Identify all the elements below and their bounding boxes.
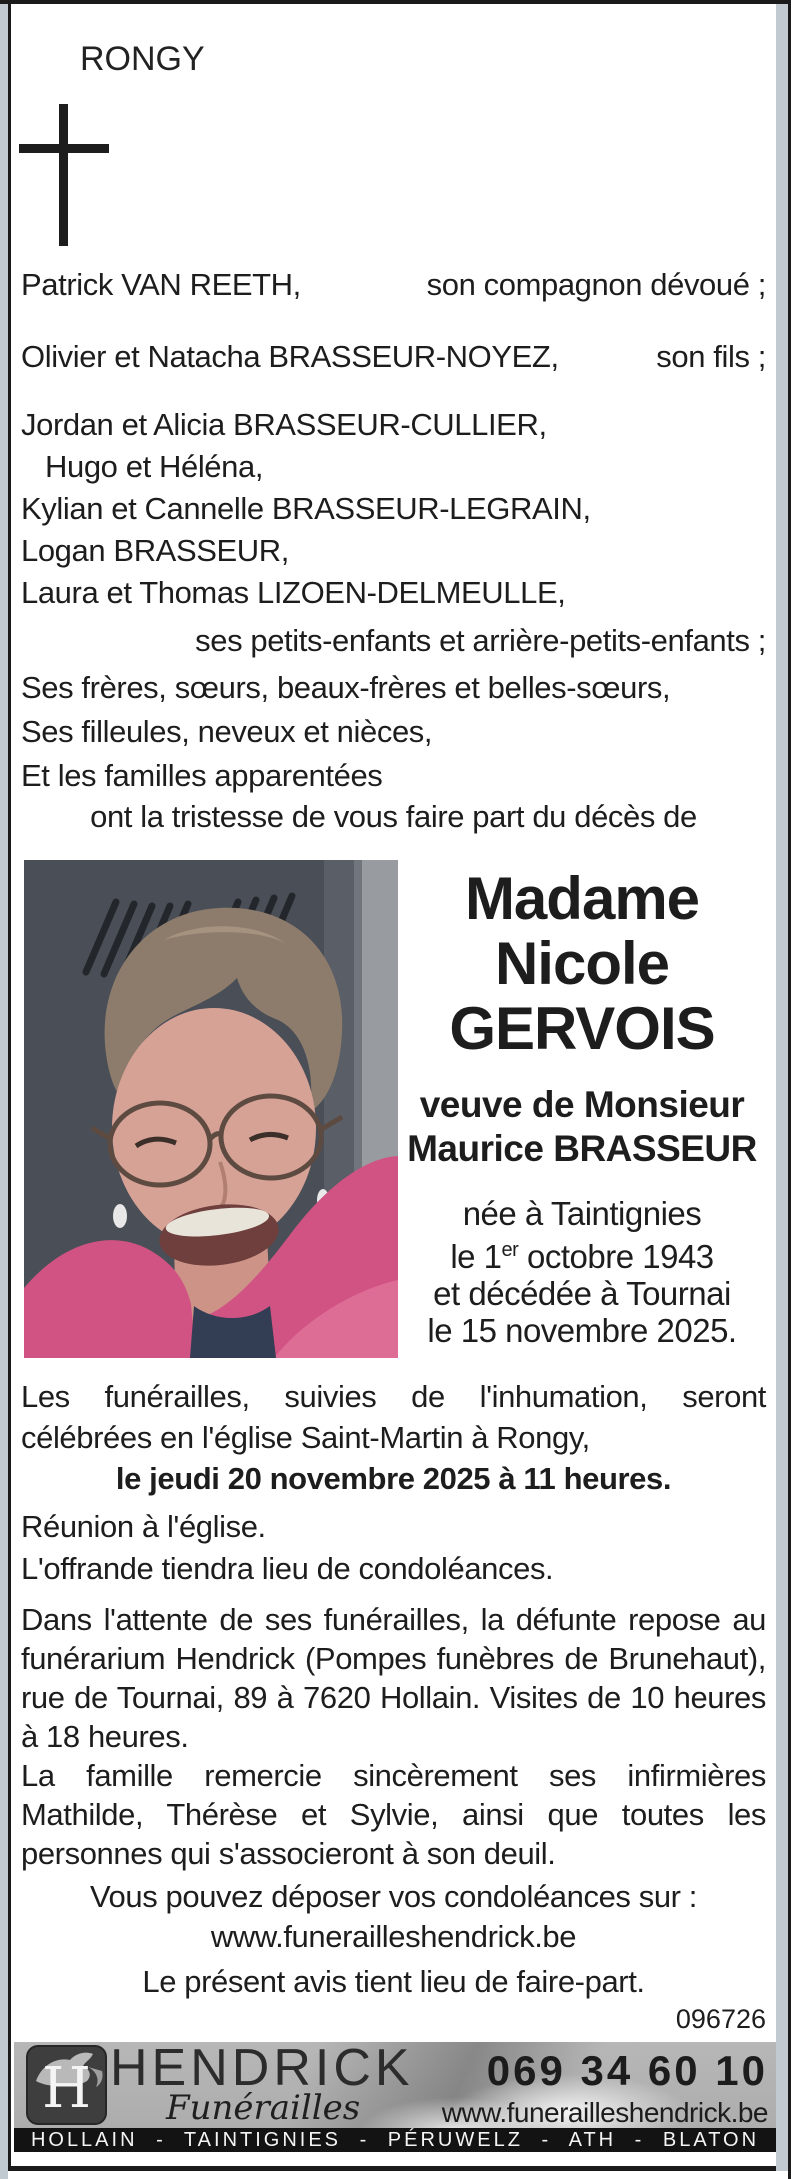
condolences-block — [21, 1877, 766, 1957]
funeral-home-logo — [26, 2045, 107, 2125]
cross-icon — [19, 104, 109, 246]
relation-names: Patrick VAN REETH, — [21, 267, 301, 302]
relatives-line: Ses frères, sœurs, beaux-frères et belles-sœurs, — [21, 670, 671, 705]
grandchild-line: Jordan et Alicia BRASSEUR-CULLIER, — [21, 407, 547, 442]
frame-left-margin — [0, 4, 8, 2179]
funeral-home-tagline: Funérailles — [166, 2088, 361, 2128]
funeral-home-website: www.funerailleshendrick.be — [441, 2097, 768, 2128]
relation-label: son compagnon dévoué ; — [426, 267, 766, 302]
thanks-paragraph: La famille remercie sincèrement ses infirmières Mathilde, Thérèse et Sylvie, ainsi que toutes les personnes qui s'associeront à son deuil. — [21, 1758, 766, 1871]
deceased-title: Madame — [464, 865, 700, 932]
grandchild-line: Hugo et Héléna, — [45, 449, 264, 484]
cross-vertical-bar — [59, 104, 68, 246]
funeral-date-line: le jeudi 20 novembre 2025 à 11 heures. — [115, 1461, 672, 1496]
birth-place: née à Taintignies — [462, 1195, 702, 1232]
announcement-intro: ont la tristesse de vous faire part du décès de — [90, 799, 697, 834]
notice-line: Le présent avis tient lieu de faire-part. — [142, 1964, 645, 1999]
birth-date: le 1er octobre 1943 — [450, 1238, 714, 1275]
funeral-home-phone: 069 34 60 10 — [486, 2047, 768, 2094]
photo-and-name-section — [21, 860, 766, 1358]
funeral-paragraph: Les funérailles, suivies de l'inhumation, seront célébrées en l'église Saint-Martin à Rongy, — [21, 1379, 766, 1455]
relatives-line: Ses filleules, neveux et nièces, — [21, 714, 433, 749]
cross-horizontal-bar — [19, 144, 109, 153]
condolences-line: Vous pouvez déposer vos condoléances sur : — [89, 1879, 698, 1914]
locations-strip: HOLLAIN - TAINTIGNIES - PÉRUWELZ - ATH - BLATON — [14, 2128, 776, 2152]
relation-row — [21, 268, 766, 302]
logo-letter: H — [42, 2056, 91, 2121]
portrait-illustration — [24, 860, 398, 1358]
locality-label: RONGY — [80, 40, 205, 78]
deceased-portrait-photo — [24, 860, 398, 1358]
offering-line: L'offrande tiendra lieu de condoléances. — [21, 1551, 554, 1586]
deceased-last-name: GERVOIS — [449, 995, 715, 1062]
death-date: le 15 novembre 2025. — [427, 1312, 737, 1349]
relation-row — [21, 340, 766, 374]
funeral-home-name: HENDRICK — [110, 2042, 414, 2097]
relatives-line: Et les familles apparentées — [21, 758, 383, 793]
notice-body — [11, 4, 776, 2166]
grandchild-line: Kylian et Cannelle BRASSEUR-LEGRAIN, — [21, 491, 591, 526]
relatives-list — [21, 666, 766, 798]
frame-bottom-border — [8, 2166, 776, 2171]
widow-name: Maurice BRASSEUR — [407, 1128, 757, 1169]
condolences-website-link[interactable]: www.funerailleshendrick.be — [210, 1919, 577, 1954]
grandchild-line: Laura et Thomas LIZOEN-DELMEULLE, — [21, 575, 566, 610]
meeting-line: Réunion à l'église. — [21, 1509, 266, 1544]
reference-number: 096726 — [675, 2004, 766, 2034]
repose-paragraph: Dans l'attente de ses funérailles, la défunte repose au funérarium Hendrick (Pompes funèbres de Brunehaut), rue de Tournai, 89 à 7620 Hollain. Visites de 10 heures à 18 heures. — [21, 1602, 766, 1754]
banner-main-area — [14, 2042, 776, 2128]
funeral-home-banner — [14, 2042, 776, 2152]
death-place: et décédée à Tournai — [433, 1275, 731, 1312]
relation-names: Olivier et Natacha BRASSEUR-NOYEZ, — [21, 339, 559, 374]
grandchildren-list — [21, 404, 766, 614]
ordinal-superscript: er — [501, 1239, 519, 1261]
relation-label: son fils ; — [656, 339, 766, 374]
deceased-first-name: Nicole — [494, 930, 670, 997]
grandchildren-caption: ses petits-enfants et arrière-petits-enfants ; — [195, 623, 766, 658]
deceased-name-block — [398, 860, 766, 1358]
frame-right-margin — [776, 4, 788, 2171]
widow-line: veuve de Monsieur — [419, 1084, 745, 1125]
grandchild-line: Logan BRASSEUR, — [21, 533, 289, 568]
